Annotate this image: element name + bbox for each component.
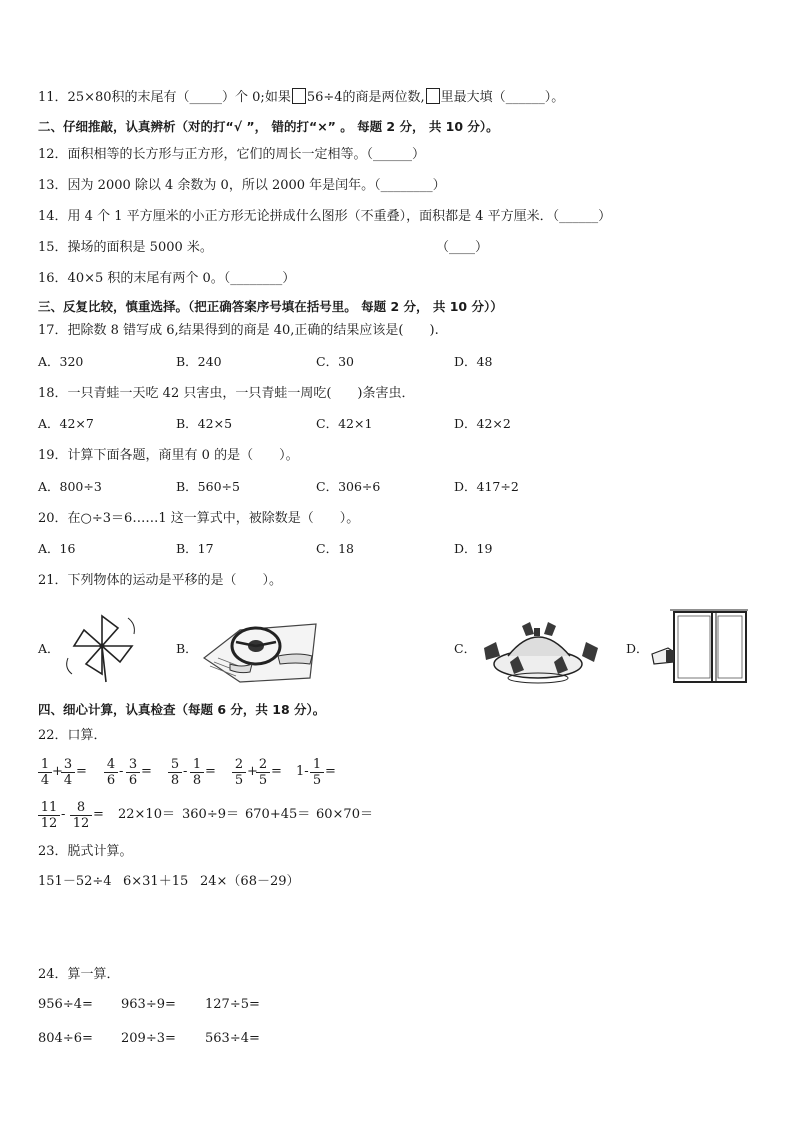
question-21: 21．下列物体的运动是平移的是（ ）。 xyxy=(38,573,283,588)
option-c[interactable]: C．306÷6 xyxy=(316,479,381,494)
numerator: 1 xyxy=(310,757,324,773)
answer-blank[interactable]: ______ xyxy=(505,90,545,105)
q11-text-d: 里最大填（ xyxy=(440,90,506,105)
question-13: 13．因为 2000 除以 4 余数为 0，所以 2000 年是闰年。（________） xyxy=(38,178,446,193)
q11-text-a: 11．25×80积的末尾有（ xyxy=(38,90,190,105)
fraction xyxy=(38,800,60,831)
option-a[interactable]: A．800÷3 xyxy=(38,479,102,494)
denominator: 8 xyxy=(192,773,202,788)
fraction xyxy=(190,757,204,788)
fraction xyxy=(38,757,52,788)
calc-item: 209÷3= xyxy=(121,1031,176,1046)
sliding-window-icon[interactable] xyxy=(650,606,750,686)
denominator: 5 xyxy=(258,773,268,788)
empty-box-icon xyxy=(292,88,306,104)
option-b[interactable]: B．42×5 xyxy=(176,416,233,431)
denominator: 8 xyxy=(170,773,180,788)
fraction xyxy=(232,757,246,788)
question-23-title: 23．脱式计算。 xyxy=(38,844,133,859)
section-4-heading: 四、细心计算，认真检查（每题 6 分，共 18 分）。 xyxy=(38,702,326,717)
option-a[interactable]: A．42×7 xyxy=(38,416,94,431)
denominator: 6 xyxy=(128,773,138,788)
calc-item: 963÷9= xyxy=(121,997,176,1012)
equals-sign: = xyxy=(205,764,216,779)
denominator: 6 xyxy=(106,773,116,788)
option-c[interactable]: C．42×1 xyxy=(316,416,373,431)
question-20: 20．在○÷3＝6……1 这一算式中，被除数是（ ）。 xyxy=(38,511,360,526)
question-24-title: 24．算一算． xyxy=(38,967,120,982)
q11-text-b: ）个 0;如果 xyxy=(222,90,291,105)
question-22-title: 22．口算． xyxy=(38,728,107,743)
calc-item: 956÷4= xyxy=(38,997,93,1012)
option-b[interactable]: B．240 xyxy=(176,354,222,369)
option-b[interactable]: B．17 xyxy=(176,541,214,556)
option-d[interactable]: D．42×2 xyxy=(454,416,511,431)
denominator: 4 xyxy=(63,773,73,788)
numerator: 1 xyxy=(190,757,204,773)
denominator: 12 xyxy=(40,816,58,831)
denominator: 5 xyxy=(312,773,322,788)
option-b[interactable]: B．560÷5 xyxy=(176,479,240,494)
merry-go-round-icon[interactable] xyxy=(478,612,604,686)
q11-text-e: ）。 xyxy=(544,90,565,105)
equals-sign: = xyxy=(93,807,104,822)
fraction xyxy=(310,757,324,788)
fraction xyxy=(70,800,92,831)
question-15: 15．操场的面积是 5000 米。 xyxy=(38,240,213,255)
equals-sign: = xyxy=(325,764,336,779)
numerator: 3 xyxy=(61,757,75,773)
option-c-label[interactable]: C． xyxy=(454,641,477,656)
option-b-label[interactable]: B． xyxy=(176,641,198,656)
question-16: 16．40×5 积的末尾有两个 0。（________） xyxy=(38,271,296,286)
question-18: 18．一只青蛙一天吃 42 只害虫，一只青蛙一周吃( )条害虫． xyxy=(38,386,415,401)
mental-math-item: 670+45＝ xyxy=(245,807,311,822)
calc-item: 24×（68－29） xyxy=(200,874,300,889)
operator: + xyxy=(52,764,63,779)
section-3-heading: 三、反复比较，慎重选择。（把正确答案序号填在括号里。 每题 2 分， 共 10 分）） xyxy=(38,299,503,314)
operator: - xyxy=(61,807,66,822)
fraction xyxy=(61,757,75,788)
equals-sign: = xyxy=(141,764,152,779)
operator: + xyxy=(247,764,258,779)
calc-item: 563÷4= xyxy=(205,1031,260,1046)
operator: - xyxy=(119,764,124,779)
operator: 1- xyxy=(296,764,309,779)
option-d[interactable]: D．19 xyxy=(454,541,493,556)
question-14: 14．用 4 个 1 平方厘米的小正方形无论拼成什么图形（不重叠），面积都是 4 平方厘米．（______） xyxy=(38,209,612,224)
numerator: 2 xyxy=(256,757,270,773)
option-a[interactable]: A．320 xyxy=(38,354,84,369)
mental-math-item: 60×70＝ xyxy=(316,807,373,822)
calc-item: 151－52÷4 xyxy=(38,874,112,889)
fraction xyxy=(168,757,182,788)
numerator: 4 xyxy=(104,757,118,773)
denominator: 5 xyxy=(234,773,244,788)
section-2-heading: 二、仔细推敲，认真辨析（对的打“√ ”， 错的打“×” 。 每题 2 分， 共 10 分）。 xyxy=(38,119,499,134)
numerator: 1 xyxy=(38,757,52,773)
denominator: 4 xyxy=(40,773,50,788)
fraction xyxy=(104,757,118,788)
question-17: 17．把除数 8 错写成 6,结果得到的商是 40,正确的结果应该是( ). xyxy=(38,323,439,338)
equals-sign: = xyxy=(76,764,87,779)
numerator: 11 xyxy=(38,800,60,816)
empty-box-icon xyxy=(426,88,440,104)
option-a[interactable]: A．16 xyxy=(38,541,76,556)
q15-answer-blank[interactable]: （____） xyxy=(436,240,489,255)
fraction xyxy=(256,757,270,788)
question-11 xyxy=(38,88,564,107)
q11-text-c: 56÷4的商是两位数, xyxy=(306,90,425,105)
pinwheel-icon[interactable] xyxy=(62,608,142,684)
numerator: 2 xyxy=(232,757,246,773)
equals-sign: = xyxy=(271,764,282,779)
steering-wheel-icon[interactable] xyxy=(200,612,320,684)
calc-item: 6×31＋15 xyxy=(123,874,189,889)
fraction xyxy=(126,757,140,788)
option-d[interactable]: D．417÷2 xyxy=(454,479,519,494)
calc-item: 127÷5= xyxy=(205,997,260,1012)
operator: - xyxy=(183,764,188,779)
option-d[interactable]: D．48 xyxy=(454,354,493,369)
question-12: 12．面积相等的长方形与正方形，它们的周长一定相等。（______） xyxy=(38,147,426,162)
option-c[interactable]: C．18 xyxy=(316,541,354,556)
numerator: 3 xyxy=(126,757,140,773)
numerator: 5 xyxy=(168,757,182,773)
answer-blank[interactable]: _____ xyxy=(189,90,223,105)
mental-math-item: 360÷9＝ xyxy=(182,807,239,822)
option-c[interactable]: C．30 xyxy=(316,354,354,369)
question-19: 19．计算下面各题，商里有 0 的是（ ）。 xyxy=(38,448,299,463)
calc-item: 804÷6= xyxy=(38,1031,93,1046)
option-a-label[interactable]: A． xyxy=(38,641,60,656)
denominator: 12 xyxy=(72,816,90,831)
mental-math-item: 22×10＝ xyxy=(118,807,175,822)
numerator: 8 xyxy=(70,800,92,816)
option-d-label[interactable]: D． xyxy=(626,641,649,656)
